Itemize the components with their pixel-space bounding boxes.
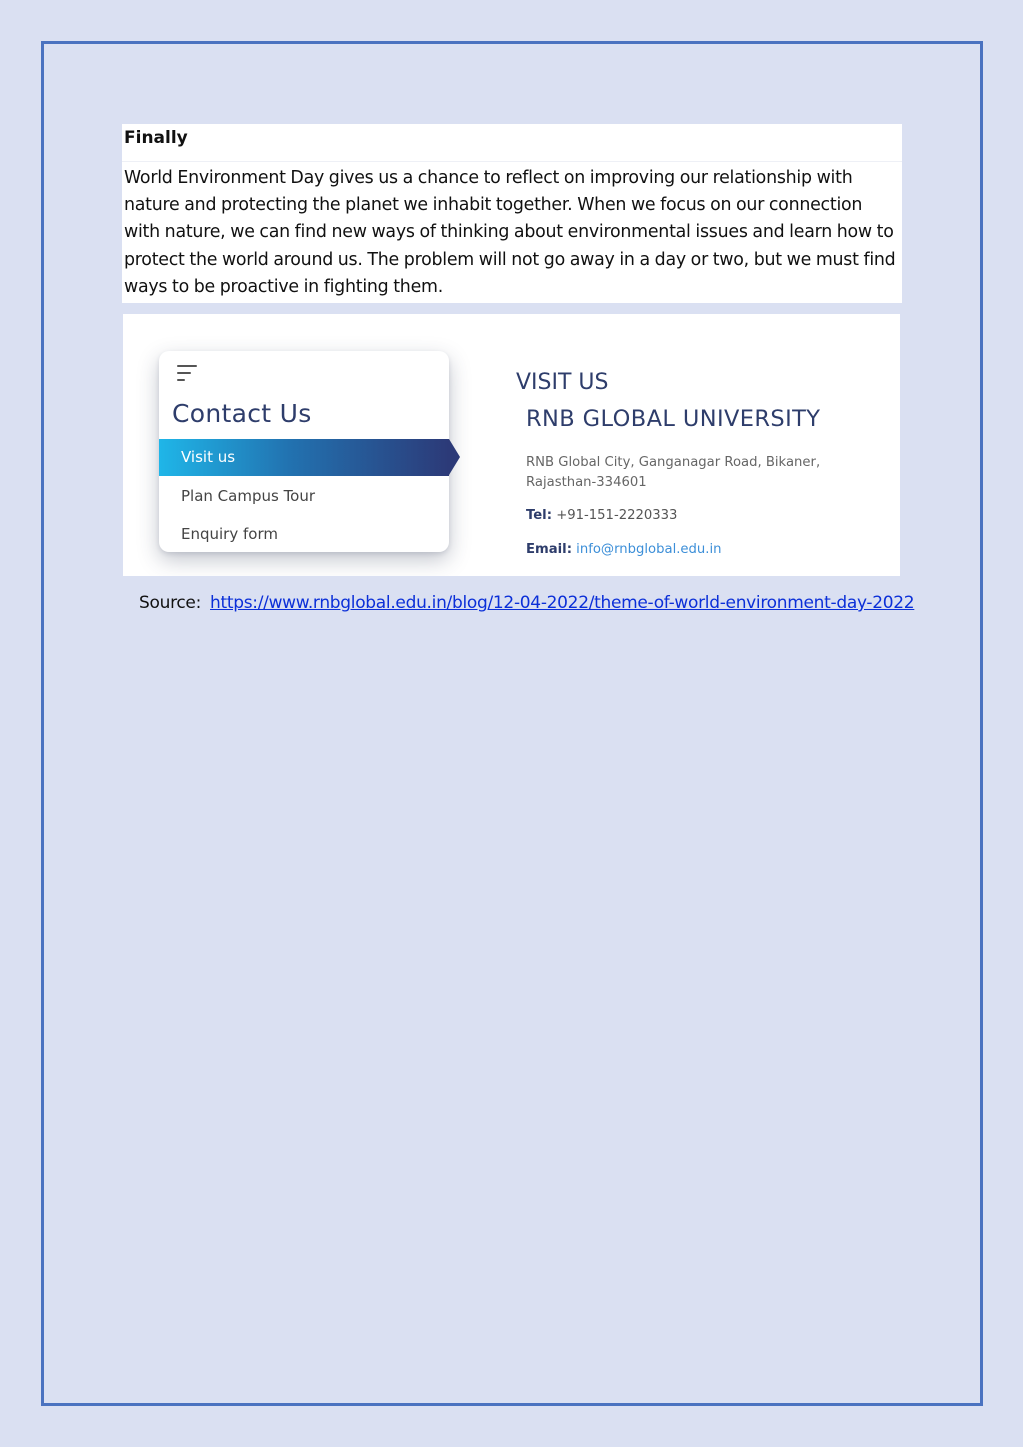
email-line (526, 542, 721, 557)
contact-card (159, 351, 449, 552)
menu-item-label: Visit us (181, 448, 236, 466)
tel-label: Tel: (526, 508, 552, 523)
source-link[interactable]: https://www.rnbglobal.edu.in/blog/12-04-2022/theme-of-world-environment-day-2022 (210, 593, 915, 613)
email-label: Email: (526, 542, 572, 557)
email-link[interactable]: info@rnbglobal.edu.in (576, 542, 722, 557)
contact-card-title: Contact Us (172, 399, 312, 428)
tel-value: +91-151-2220333 (556, 508, 678, 523)
menu-item-visit-us[interactable] (159, 439, 449, 476)
telephone-line (526, 508, 677, 523)
visit-us-title: VISIT US (516, 370, 609, 395)
menu-item-plan-campus-tour[interactable]: Plan Campus Tour (181, 487, 316, 505)
section-paragraph: World Environment Day gives us a chance to reflect on improving our relationship with nature and protecting the planet we inhabit together. When we focus on our connection with nature, we can find new ways of thinking about environmental issues and learn how to protect the world around us. The problem will not go away in a day or two, but we must find ways to be proactive in fighting them. (124, 168, 896, 297)
section-heading: Finally (122, 124, 902, 162)
hamburger-menu-icon[interactable] (177, 364, 197, 384)
text-section (122, 124, 902, 303)
menu-item-enquiry-form[interactable]: Enquiry form (181, 525, 278, 543)
contact-screenshot-image (123, 314, 900, 576)
source-label: Source: (139, 593, 202, 613)
source-line (139, 593, 914, 613)
university-address: RNB Global City, Ganganagar Road, Bikaner, Rajasthan-334601 (526, 455, 821, 490)
university-name: RNB GLOBAL UNIVERSITY (526, 406, 821, 432)
